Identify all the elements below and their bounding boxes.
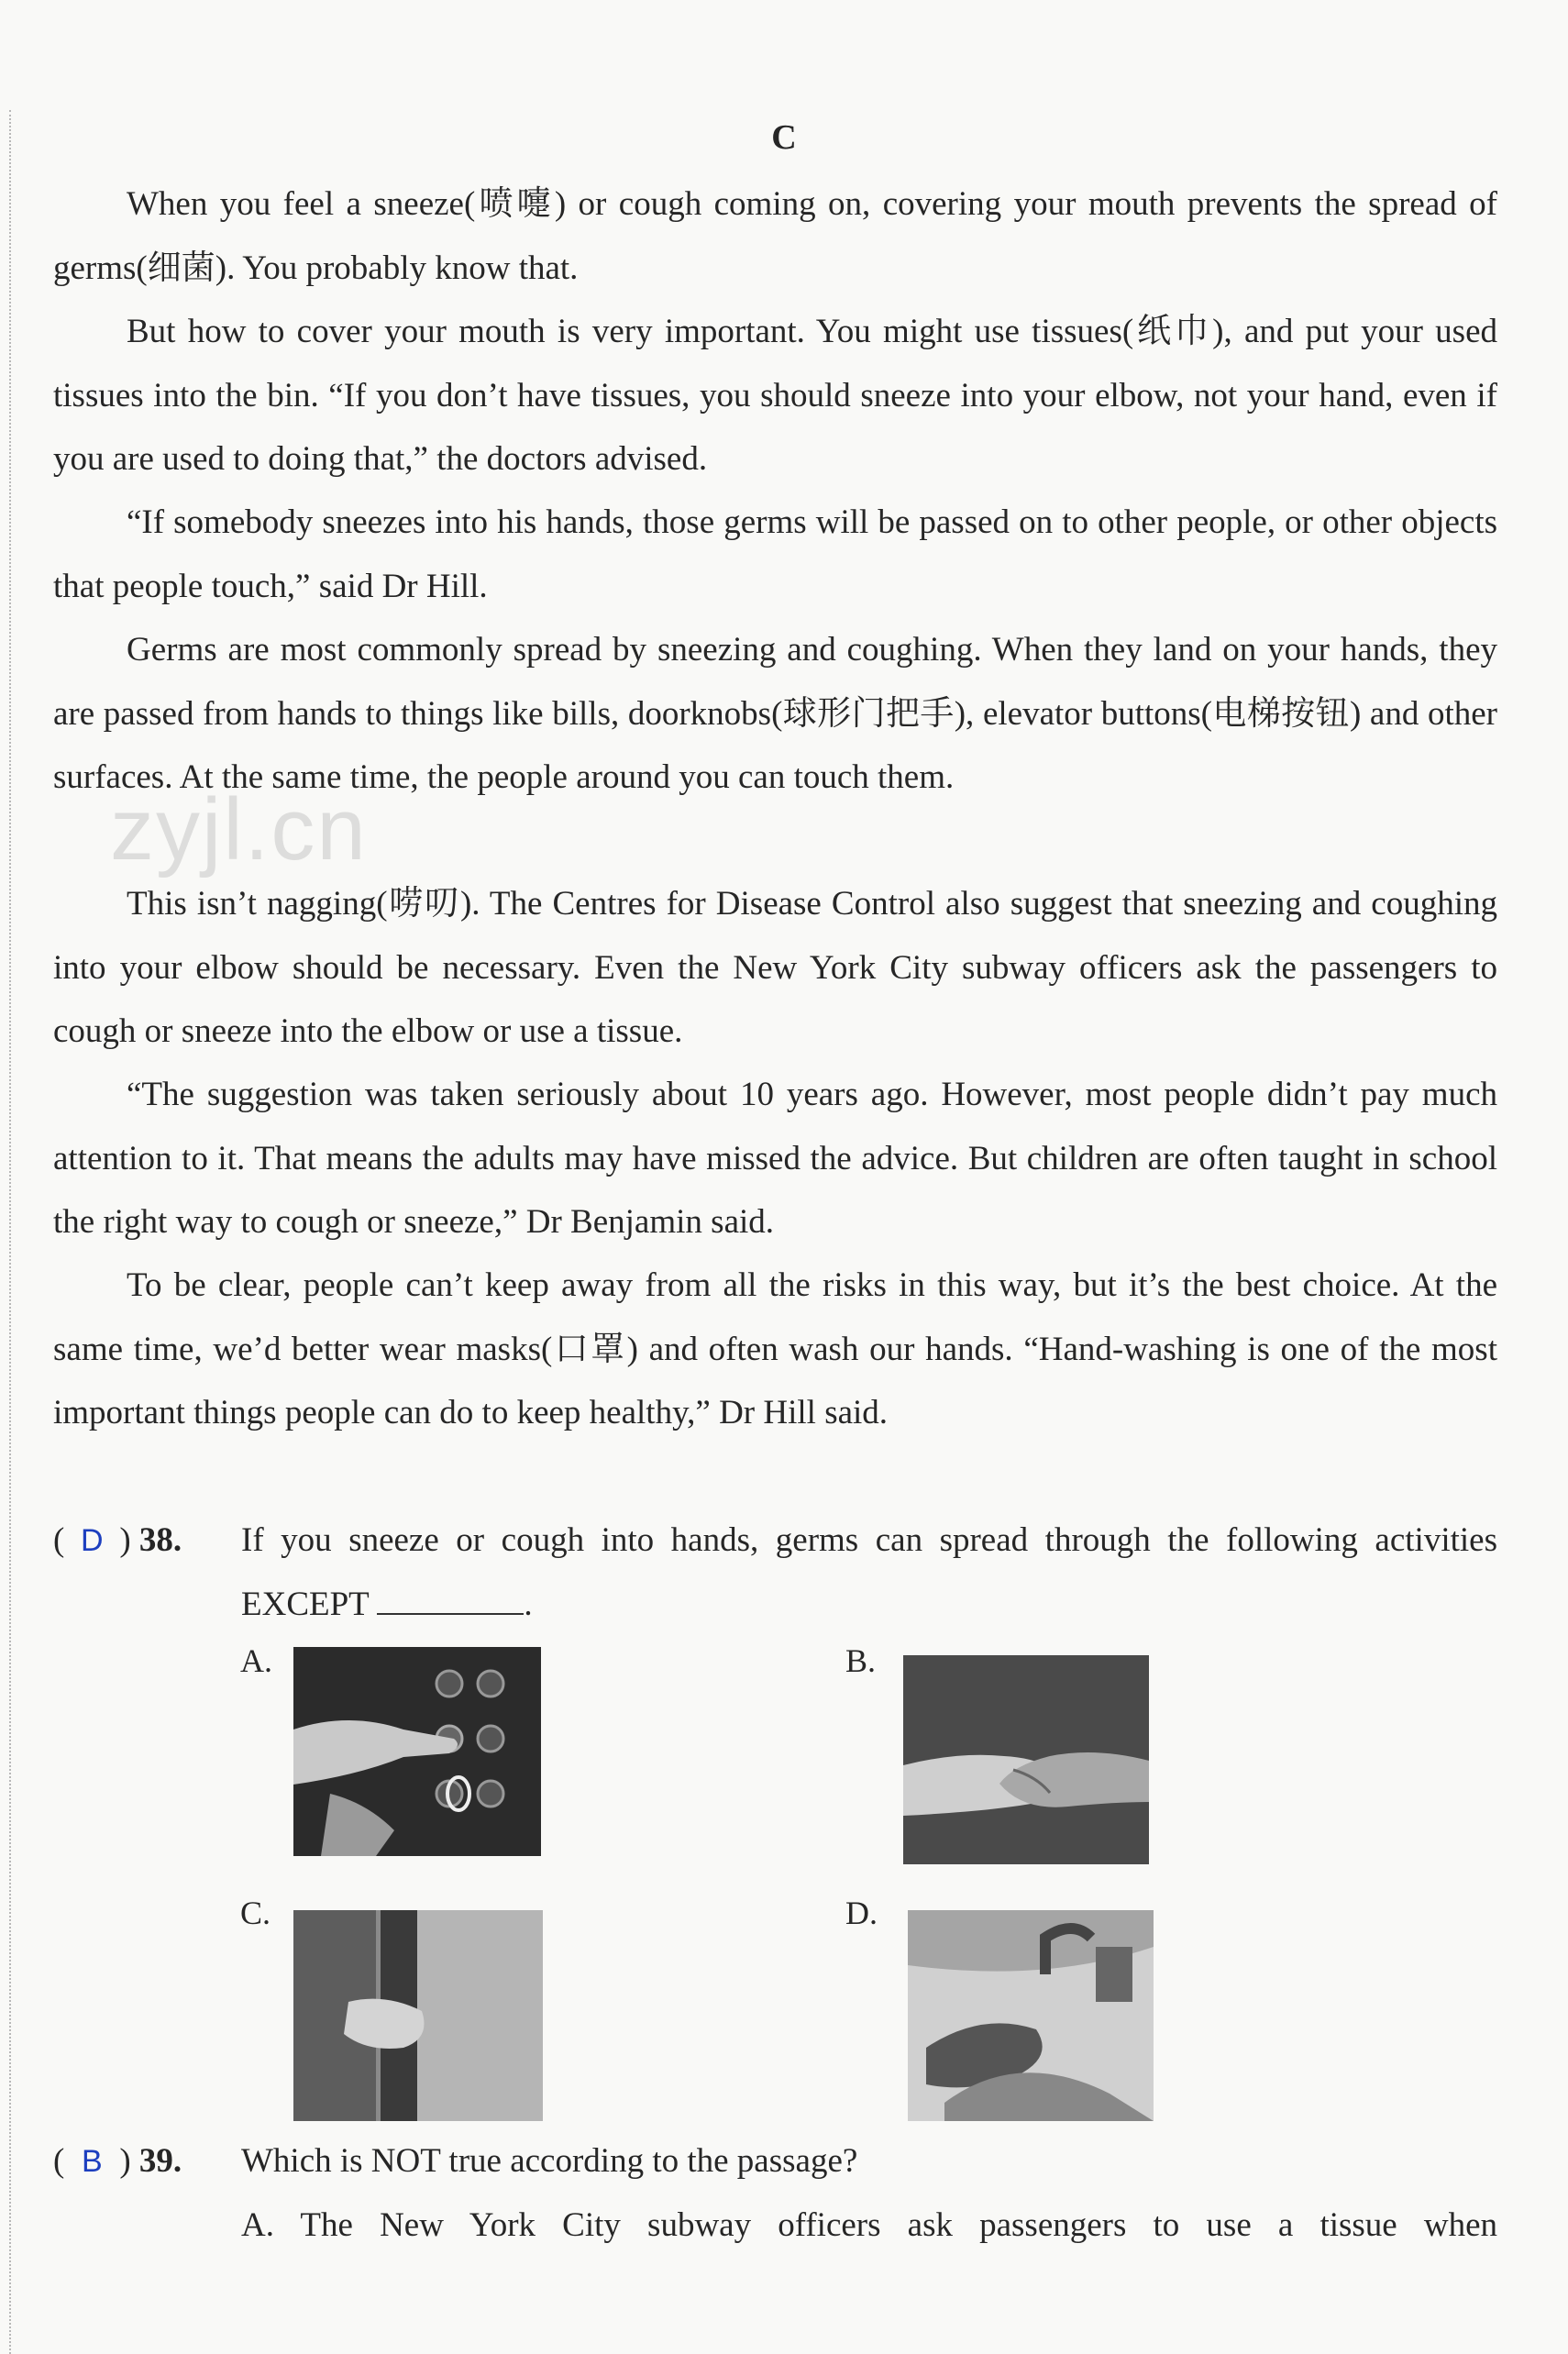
elevator-button-photo bbox=[293, 1647, 541, 1856]
question-end-mark: . bbox=[524, 1585, 533, 1623]
handshake-illustration bbox=[903, 1655, 1149, 1864]
open-paren: ( bbox=[53, 2142, 65, 2180]
door-handle-illustration bbox=[293, 1910, 543, 2121]
elevator-button-illustration bbox=[293, 1647, 541, 1856]
hand-washing-photo bbox=[908, 1910, 1154, 2121]
section-title: C bbox=[771, 118, 797, 157]
hand-washing-illustration bbox=[908, 1910, 1154, 2121]
option-c-label: C. bbox=[240, 1895, 271, 1931]
handshake-photo bbox=[903, 1655, 1149, 1864]
answer-39: B bbox=[81, 2144, 103, 2179]
paragraph-5: This isn’t nagging(唠叨). The Centres for Disease Control also suggest that sneezing and coughing into your elbow should be necessary. Even the New York City subway officers ask the passengers to cough or sneeze into the elbow or use a tissue. bbox=[53, 885, 1497, 1050]
paragraph-1: When you feel a sneeze(喷嚏) or cough coming on, covering your mouth prevents the spread of germs(细菌). You probably know that. bbox=[53, 185, 1497, 287]
answer-38: D bbox=[81, 1523, 104, 1558]
question-text: Which is NOT true according to the passage? bbox=[241, 2142, 858, 2180]
option-a-label: A. bbox=[240, 1642, 272, 1679]
paragraph-4: Germs are most commonly spread by sneezing and coughing. When they land on your hands, they are passed from hands to things like bills, doorknobs(球形门把手), elevator buttons(电梯按钮) and other surfaces. At the same time, the people around you can touch them. bbox=[53, 631, 1497, 796]
question-number: 39. bbox=[138, 2142, 182, 2180]
close-paren: ) bbox=[119, 2142, 131, 2180]
answer-bracket bbox=[53, 2129, 237, 2194]
question-number: 38. bbox=[138, 1521, 182, 1559]
watermark: zyjl.cn bbox=[110, 780, 368, 879]
paragraph-6: “The suggestion was taken seriously about 10 years ago. However, most people didn’t pay much attention to it. That means the adults may have missed the advice. But children are often taught in school the right way to cough or sneeze,” Dr Benjamin said. bbox=[53, 1076, 1497, 1241]
q39-option-a: A. The New York City subway officers ask passengers to use a tissue when bbox=[241, 2206, 1497, 2244]
binding-dotted-line bbox=[9, 110, 11, 2354]
close-paren: ) bbox=[119, 1521, 131, 1559]
option-b-label: B. bbox=[845, 1642, 877, 1679]
paragraph-7: To be clear, people can’t keep away from all the risks in this way, but it’s the best choice. At the same time, we’d better wear masks(口罩) and often wash our hands. “Hand-washing is one of the most important things people can do to keep healthy,” Dr Hill said. bbox=[53, 1266, 1497, 1431]
open-paren: ( bbox=[53, 1521, 65, 1559]
door-handle-photo bbox=[293, 1910, 543, 2121]
option-d-label: D. bbox=[845, 1895, 878, 1931]
paragraph-2: But how to cover your mouth is very important. You might use tissues(纸巾), and put your used tissues into the bin. “If you don’t have tissues, you should sneeze into your elbow, not your hand, even if you are used to doing that,” the doctors advised. bbox=[53, 313, 1497, 478]
question-38-text: If you sneeze or cough into hands, germs can spread through the following activities EXCEPT bbox=[241, 1521, 1497, 1623]
answer-blank bbox=[377, 1586, 524, 1615]
answer-bracket bbox=[53, 1509, 237, 1574]
question-38 bbox=[53, 1509, 1497, 1637]
paragraph-3: “If somebody sneezes into his hands, those germs will be passed on to other people, or other objects that people touch,” said Dr Hill. bbox=[53, 503, 1497, 605]
question-text bbox=[241, 1509, 1497, 1636]
